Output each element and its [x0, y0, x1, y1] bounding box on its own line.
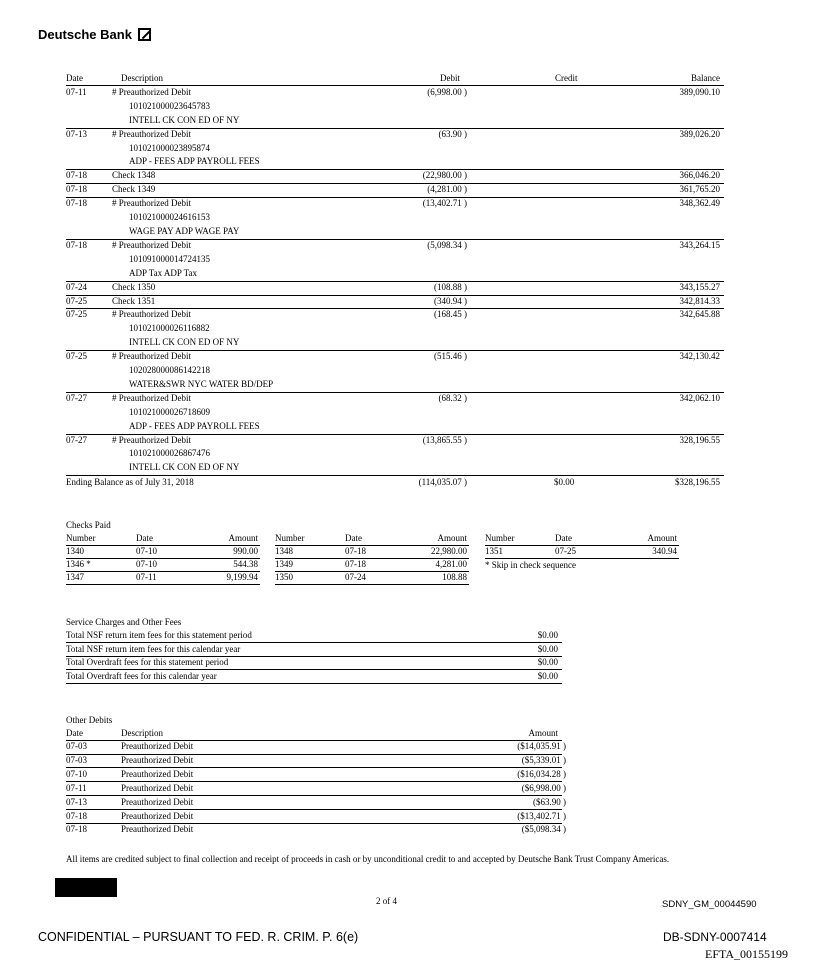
row-description-detail: INTELL CK CON ED OF NY [129, 337, 240, 348]
check-row-rule [485, 558, 679, 559]
debit-description: Preauthorized Debit [121, 796, 194, 807]
statement-row [66, 296, 724, 310]
row-description: # Preauthorized Debit [112, 434, 191, 445]
row-date: 07-27 [66, 392, 87, 403]
check-amount: 340.94 [652, 546, 677, 556]
debit-amount: ($16,034.28 ) [517, 768, 566, 779]
row-debit: (5,098.34 ) [427, 239, 467, 250]
bank-logo [38, 27, 151, 42]
header-date: Date [136, 533, 153, 543]
row-description: Check 1349 [112, 184, 156, 195]
fee-amount: $0.00 [537, 671, 558, 682]
fee-amount: $0.00 [537, 630, 558, 640]
debit-amount: ($14,035.91 ) [517, 741, 566, 751]
row-description-detail: 102028000086142218 [129, 364, 210, 375]
row-description: Check 1351 [112, 295, 156, 306]
header-amount: Amount [228, 533, 258, 543]
row-debit: (340.94 ) [434, 295, 467, 306]
debit-description: Preauthorized Debit [121, 782, 194, 793]
col-description: Description [121, 73, 163, 83]
ending-label: Ending Balance as of July 31, 2018 [66, 477, 194, 488]
row-balance: 389,090.10 [679, 87, 720, 97]
row-balance: 361,765.20 [679, 184, 720, 195]
check-number: 1348 [275, 546, 293, 556]
col-debit: Debit [440, 73, 460, 83]
row-debit: (22,980.00 ) [422, 170, 467, 181]
other-debit-row [66, 783, 566, 796]
row-description-detail: 101021000023895874 [129, 142, 210, 153]
row-date: 07-18 [66, 170, 87, 181]
debit-date: 07-18 [66, 810, 87, 821]
fee-label: Total Overdraft fees for this calendar year [66, 671, 217, 682]
check-date: 07-10 [136, 559, 157, 570]
fee-rule [66, 683, 562, 684]
row-balance: 348,362.49 [679, 198, 720, 209]
col-date: Date [66, 73, 83, 83]
confidential-notice: CONFIDENTIAL – PURSUANT TO FED. R. CRIM. P. 6(e) [38, 930, 359, 944]
ending-balance: $328,196.55 [675, 477, 720, 488]
check-number: 1347 [66, 572, 84, 583]
statement-row [66, 129, 724, 171]
check-amount: 22,980.00 [431, 546, 467, 556]
row-balance: 343,264.15 [679, 239, 720, 250]
other-debit-row [66, 755, 566, 768]
bank-name: Deutsche Bank [38, 27, 132, 42]
row-date: 07-25 [66, 295, 87, 306]
header-number: Number [66, 533, 96, 543]
statement-row [66, 282, 724, 296]
checks-header [485, 533, 679, 545]
fee-label: Total NSF return item fees for this statement period [66, 630, 252, 640]
debit-date: 07-11 [66, 782, 87, 793]
row-description-detail: 101021000026718609 [129, 406, 210, 417]
bates-number-1: SDNY_GM_00044590 [662, 899, 757, 910]
debit-amount: ($13,402.71 ) [517, 810, 566, 821]
other-debit-row [66, 811, 566, 824]
fee-amount: $0.00 [537, 643, 558, 654]
check-number: 1351 [485, 546, 503, 556]
other-debits-title: Other Debits [66, 715, 113, 725]
row-description-detail: 101021000023645783 [129, 100, 210, 111]
debit-description: Preauthorized Debit [121, 810, 194, 821]
fee-label: Total NSF return item fees for this calendar year [66, 643, 241, 654]
check-row-rule [66, 584, 260, 585]
header-number: Number [485, 533, 515, 543]
redaction-box [55, 878, 117, 897]
bates-number-3: EFTA_00155199 [705, 947, 789, 961]
check-amount: 108.88 [442, 572, 467, 583]
row-date: 07-24 [66, 281, 87, 292]
row-debit: (13,865.55 ) [422, 434, 467, 445]
service-charges-title: Service Charges and Other Fees [66, 617, 182, 627]
row-debit: (515.46 ) [434, 351, 467, 362]
row-description-detail: 101021000026116882 [129, 323, 210, 334]
statement-row [66, 351, 724, 393]
disclaimer: All items are credited subject to final collection and receipt of proceeds in cash or by unconditional credit to and accepted by Deutsche Bank Trust Company Americas. [66, 854, 670, 864]
check-number: 1346 * [66, 559, 91, 570]
page-number: 2 of 4 [376, 896, 397, 906]
row-description-detail: WATER&SWR NYC WATER BD/DEP [129, 378, 274, 389]
row-date: 07-27 [66, 434, 87, 445]
checks-paid-title: Checks Paid [66, 520, 111, 530]
statement-row [66, 393, 724, 435]
row-description-detail: INTELL CK CON ED OF NY [129, 462, 240, 473]
check-row-rule [275, 584, 469, 585]
debit-amount: ($5,098.34 ) [521, 824, 566, 835]
statement-row [66, 198, 724, 240]
check-amount: 9,199.94 [226, 572, 258, 583]
statement-row [66, 309, 724, 351]
debit-description: Preauthorized Debit [121, 754, 194, 765]
statement-row [66, 240, 724, 282]
check-date: 07-18 [345, 559, 366, 570]
debit-description: Preauthorized Debit [121, 741, 194, 751]
row-balance: 342,814.33 [679, 295, 720, 306]
row-description: # Preauthorized Debit [112, 351, 191, 362]
row-balance: 389,026.20 [679, 128, 720, 139]
row-debit: (6,998.00 ) [427, 87, 467, 97]
row-description-detail: 101021000024616153 [129, 212, 210, 223]
check-number: 1349 [275, 559, 293, 570]
row-description: # Preauthorized Debit [112, 309, 191, 320]
row-debit: (4,281.00 ) [427, 184, 467, 195]
deutsche-bank-slash-icon [138, 28, 151, 41]
check-date: 07-11 [136, 572, 157, 583]
header-amount: Amount [437, 533, 467, 543]
row-date: 07-11 [66, 87, 87, 97]
check-amount: 990.00 [233, 546, 258, 556]
row-description: Check 1348 [112, 170, 156, 181]
row-date: 07-18 [66, 184, 87, 195]
row-description-detail: INTELL CK CON ED OF NY [129, 114, 240, 125]
statement-row [66, 87, 724, 129]
row-description: Check 1350 [112, 281, 156, 292]
col-credit: Credit [555, 73, 578, 83]
row-description-detail: ADP Tax ADP Tax [129, 267, 197, 278]
debit-description: Preauthorized Debit [121, 768, 194, 779]
fee-label: Total Overdraft fees for this statement period [66, 657, 229, 668]
row-balance: 342,062.10 [679, 392, 720, 403]
check-date: 07-10 [136, 546, 157, 556]
debit-date: 07-03 [66, 741, 87, 751]
check-date: 07-18 [345, 546, 366, 556]
row-description-detail: ADP - FEES ADP PAYROLL FEES [129, 156, 260, 167]
header-amount: Amount [647, 533, 677, 543]
debit-date: 07-10 [66, 768, 87, 779]
row-balance: 342,645.88 [679, 309, 720, 320]
header-description: Description [121, 728, 163, 738]
statement-header [66, 73, 724, 85]
row-balance: 342,130.42 [679, 351, 720, 362]
header-number: Number [275, 533, 305, 543]
checks-note: * Skip in check sequence [485, 560, 576, 570]
statement-row [66, 170, 724, 184]
row-balance: 328,196.55 [679, 434, 720, 445]
row-description-detail: WAGE PAY ADP WAGE PAY [129, 225, 240, 236]
row-description: # Preauthorized Debit [112, 239, 191, 250]
debit-amount: ($5,339.01 ) [521, 754, 566, 765]
row-debit: (68.32 ) [438, 392, 467, 403]
col-balance: Balance [691, 73, 720, 83]
debit-amount: ($63.90 ) [533, 796, 566, 807]
row-description: # Preauthorized Debit [112, 87, 191, 97]
check-number: 1350 [275, 572, 293, 583]
check-date: 07-24 [345, 572, 366, 583]
header-date: Date [345, 533, 362, 543]
fee-amount: $0.00 [537, 657, 558, 668]
checks-header [66, 533, 260, 545]
debit-date: 07-13 [66, 796, 87, 807]
other-debits-header [66, 728, 562, 740]
row-description: # Preauthorized Debit [112, 198, 191, 209]
checks-header [275, 533, 469, 545]
check-number: 1340 [66, 546, 84, 556]
debit-date: 07-03 [66, 754, 87, 765]
row-description-detail: ADP - FEES ADP PAYROLL FEES [129, 420, 260, 431]
other-debit-row [66, 797, 566, 810]
row-date: 07-13 [66, 128, 87, 139]
check-date: 07-25 [555, 546, 576, 556]
ending-debit: (114,035.07 ) [418, 477, 467, 488]
header-date: Date [555, 533, 572, 543]
other-debit-row [66, 769, 566, 782]
debit-description: Preauthorized Debit [121, 824, 194, 835]
ending-credit: $0.00 [554, 477, 575, 488]
statement-row [66, 435, 724, 477]
header-amount: Amount [528, 728, 558, 738]
debit-amount: ($6,998.00 ) [521, 782, 566, 793]
debit-date: 07-18 [66, 824, 87, 835]
row-balance: 366,046.20 [679, 170, 720, 181]
header-date: Date [66, 728, 83, 738]
row-date: 07-25 [66, 351, 87, 362]
row-date: 07-18 [66, 198, 87, 209]
row-debit: (63.90 ) [438, 128, 467, 139]
row-debit: (168.45 ) [434, 309, 467, 320]
row-date: 07-25 [66, 309, 87, 320]
ending-balance-row [66, 477, 724, 491]
other-debit-row [66, 824, 566, 837]
bates-number-2: DB-SDNY-0007414 [663, 930, 767, 944]
statement-row [66, 184, 724, 198]
check-amount: 544.38 [233, 559, 258, 570]
row-date: 07-18 [66, 239, 87, 250]
row-description: # Preauthorized Debit [112, 392, 191, 403]
other-debit-row [66, 741, 566, 754]
row-description: # Preauthorized Debit [112, 128, 191, 139]
row-description-detail: 101091000014724135 [129, 253, 210, 264]
header-rule [66, 85, 724, 86]
row-description-detail: 101021000026867476 [129, 448, 210, 459]
row-debit: (108.88 ) [434, 281, 467, 292]
row-debit: (13,402.71 ) [422, 198, 467, 209]
row-balance: 343,155.27 [679, 281, 720, 292]
row-rule [66, 475, 724, 476]
check-amount: 4,281.00 [435, 559, 467, 570]
